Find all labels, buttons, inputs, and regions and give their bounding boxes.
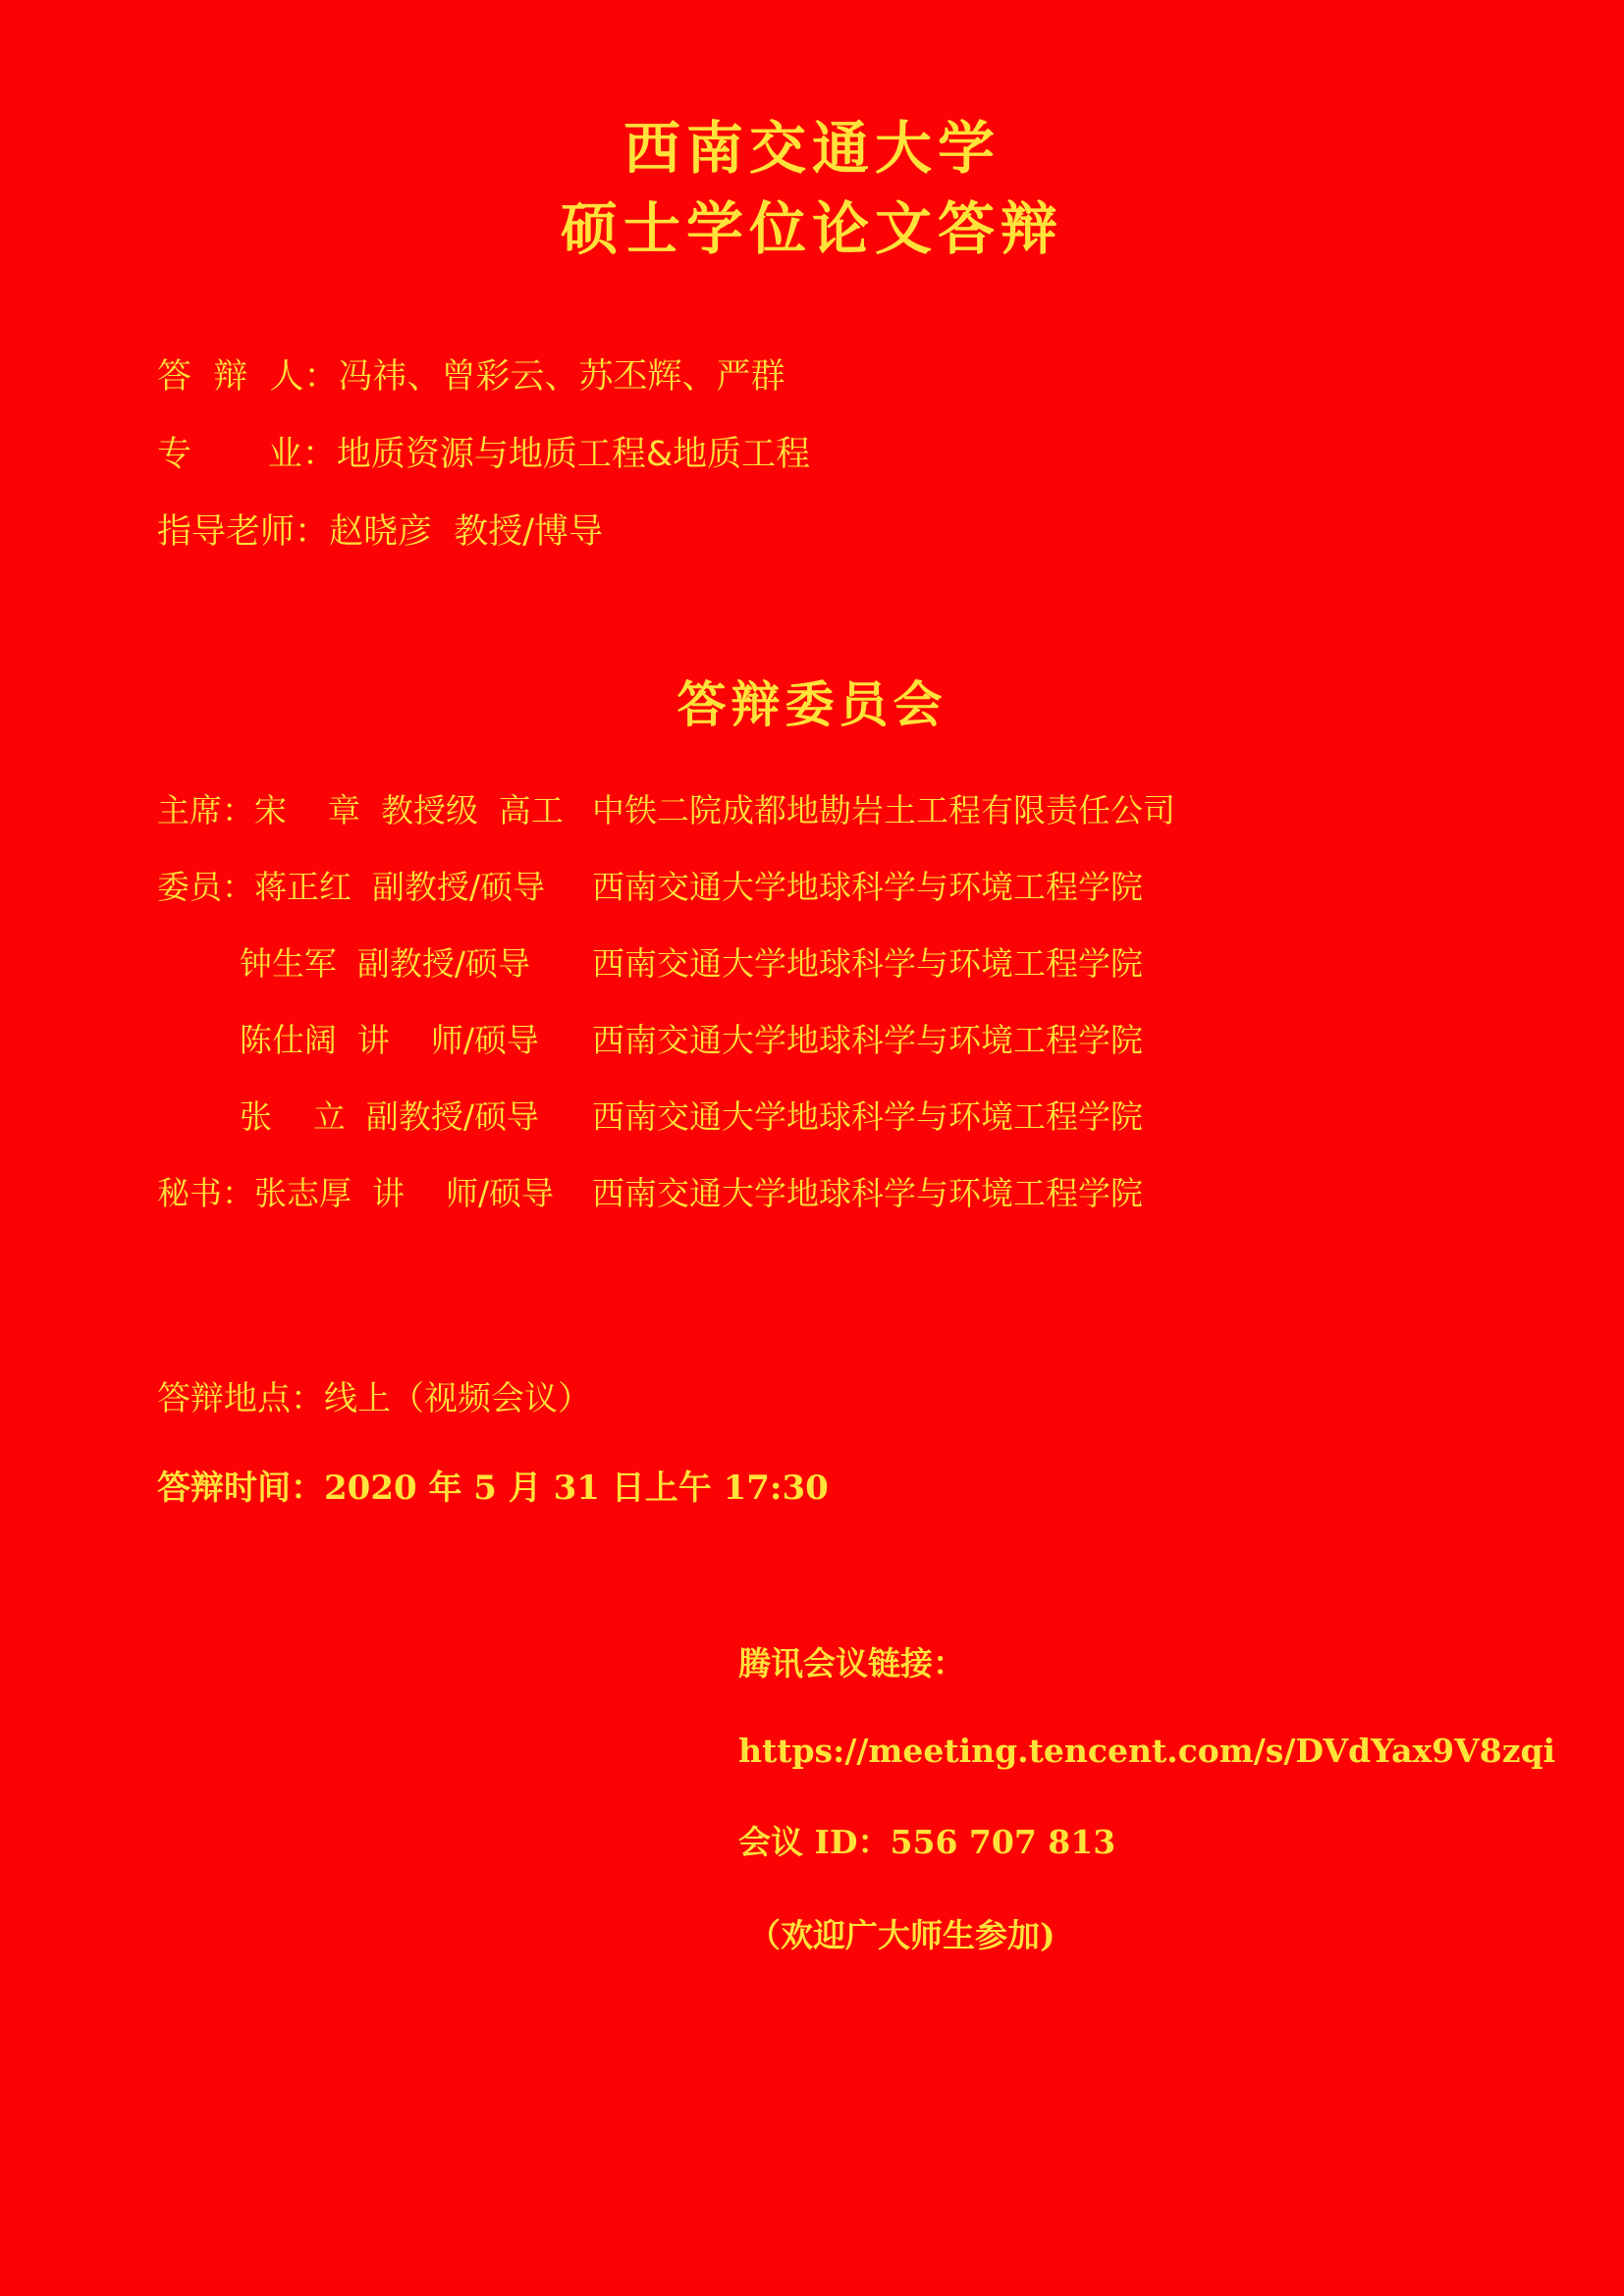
committee-member-name: 陈仕阔 讲 师/硕导 [157,1020,539,1059]
meeting-info [0,1638,1624,1956]
meeting-link-label: 腾讯会议链接： [738,1643,965,1682]
candidate-info [0,356,1624,552]
committee-row [157,862,1624,908]
title-line-event: 硕士学位论文答辩 [560,195,1063,263]
poster-title [0,0,1624,270]
committee-member-name: 秘书：张志厚 讲 师/硕导 [157,1173,555,1212]
committee-row [157,938,1624,985]
title-line-university: 西南交通大学 [623,115,1001,182]
meeting-id: 会议 ID：556 707 813 [738,1822,1116,1861]
committee-member-name: 主席：宋 章 教授级 高工 [157,790,564,829]
committee-row [157,1015,1624,1061]
committee-member-affiliation: 西南交通大学地球科学与环境工程学院 [592,1020,1143,1059]
committee-row [157,1092,1624,1138]
meeting-link-url[interactable]: https://meeting.tencent.com/s/DVdYax9V8zqi [738,1731,1556,1770]
committee-member-name: 张 立 副教授/硕导 [157,1096,539,1136]
committee-member-affiliation: 西南交通大学地球科学与环境工程学院 [592,867,1143,906]
committee-row [157,785,1624,831]
info-row-candidates: 答 辩 人：冯祎、曾彩云、苏丕辉、严群 [157,356,785,397]
venue-place: 答辩地点：线上（视频会议） [157,1378,591,1418]
meeting-note: （欢迎广大师生参加) [748,1915,1056,1954]
venue-time: 答辩时间：2020 年 5 月 31 日上午 17:30 [157,1468,829,1508]
committee-heading: 答辩委员会 [677,674,947,733]
committee-row [157,1168,1624,1214]
committee-member-name: 委员：蒋正红 副教授/硕导 [157,867,546,906]
committee-member-affiliation: 西南交通大学地球科学与环境工程学院 [592,943,1143,983]
info-row-advisor: 指导老师：赵晓彦 教授/博导 [157,511,604,552]
committee-member-affiliation: 西南交通大学地球科学与环境工程学院 [592,1173,1143,1212]
committee-member-affiliation: 中铁二院成都地勘岩土工程有限责任公司 [592,790,1175,829]
committee-member-affiliation: 西南交通大学地球科学与环境工程学院 [592,1096,1143,1136]
venue-info [0,1371,1624,1509]
info-row-major: 专 业：地质资源与地质工程&地质工程 [157,434,811,474]
committee-list [0,785,1624,1214]
committee-member-name: 钟生军 副教授/硕导 [157,943,531,983]
